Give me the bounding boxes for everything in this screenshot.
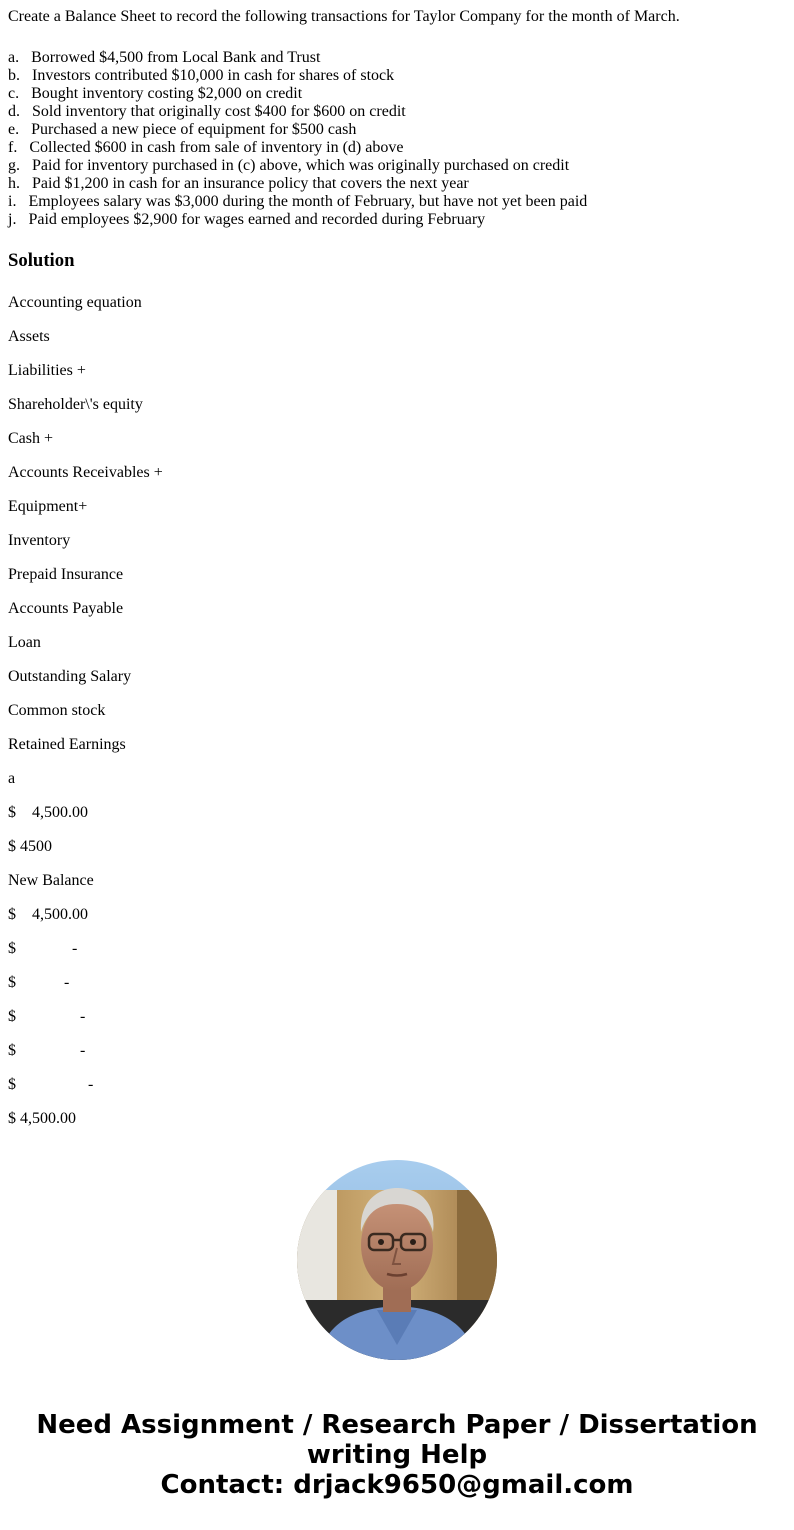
transaction-item: j. Paid employees $2,900 for wages earned and recorded during February bbox=[8, 211, 486, 228]
transaction-item: e. Purchased a new piece of equipment for $500 cash bbox=[8, 121, 357, 138]
solution-line: New Balance bbox=[8, 872, 94, 889]
author-portrait-illustration bbox=[297, 1160, 497, 1360]
transaction-item: i. Employees salary was $3,000 during the month of February, but have not yet been paid bbox=[8, 193, 588, 210]
solution-line: Retained Earnings bbox=[8, 736, 126, 753]
solution-heading: Solution bbox=[8, 250, 75, 271]
solution-line: $ - bbox=[8, 1008, 86, 1025]
document-page bbox=[0, 7, 794, 1144]
solution-line: $ 4,500.00 bbox=[8, 906, 88, 923]
solution-line: $ 4,500.00 bbox=[8, 804, 88, 821]
solution-line: $ - bbox=[8, 974, 70, 991]
solution-line: Accounts Receivables + bbox=[8, 464, 163, 481]
transaction-item: f. Collected $600 in cash from sale of inventory in (d) above bbox=[8, 139, 404, 156]
solution-line: Equipment+ bbox=[8, 498, 88, 515]
solution-line: $ - bbox=[8, 1042, 86, 1059]
solution-line: $ - bbox=[8, 940, 78, 957]
solution-line: Outstanding Salary bbox=[8, 668, 132, 685]
solution-line: Loan bbox=[8, 634, 41, 651]
transaction-list bbox=[8, 49, 786, 229]
solution-line: Assets bbox=[8, 328, 50, 345]
solution-line: Accounts Payable bbox=[8, 600, 124, 617]
solution-line: Cash + bbox=[8, 430, 54, 447]
transaction-item: c. Bought inventory costing $2,000 on credit bbox=[8, 85, 303, 102]
promo-contact: Contact: drjack9650@gmail.com bbox=[160, 1470, 634, 1500]
solution-line: Inventory bbox=[8, 532, 71, 549]
solution-line: Prepaid Insurance bbox=[8, 566, 124, 583]
transaction-item: b. Investors contributed $10,000 in cash for shares of stock bbox=[8, 67, 395, 84]
solution-body bbox=[8, 294, 786, 1144]
transaction-item: h. Paid $1,200 in cash for an insurance policy that covers the next year bbox=[8, 175, 469, 192]
solution-line: Accounting equation bbox=[8, 294, 142, 311]
solution-line: Liabilities + bbox=[8, 362, 86, 379]
solution-line: $ - bbox=[8, 1076, 94, 1093]
transaction-item: a. Borrowed $4,500 from Local Bank and Trust bbox=[8, 49, 321, 66]
transaction-item: g. Paid for inventory purchased in (c) above, which was originally purchased on credit bbox=[8, 157, 570, 174]
promo-banner bbox=[0, 1410, 794, 1500]
question-intro: Create a Balance Sheet to record the following transactions for Taylor Company for the month of March. bbox=[8, 8, 680, 25]
solution-line: Common stock bbox=[8, 702, 106, 719]
solution-line: Shareholder\'s equity bbox=[8, 396, 143, 413]
solution-line: $ 4500 bbox=[8, 838, 52, 855]
transaction-item: d. Sold inventory that originally cost $400 for $600 on credit bbox=[8, 103, 406, 120]
solution-line: a bbox=[8, 770, 16, 787]
promo-line: writing Help bbox=[306, 1440, 488, 1470]
solution-line: $ 4,500.00 bbox=[8, 1110, 76, 1127]
promo-line: Need Assignment / Research Paper / Dissertation bbox=[36, 1410, 758, 1440]
author-photo bbox=[297, 1160, 497, 1360]
